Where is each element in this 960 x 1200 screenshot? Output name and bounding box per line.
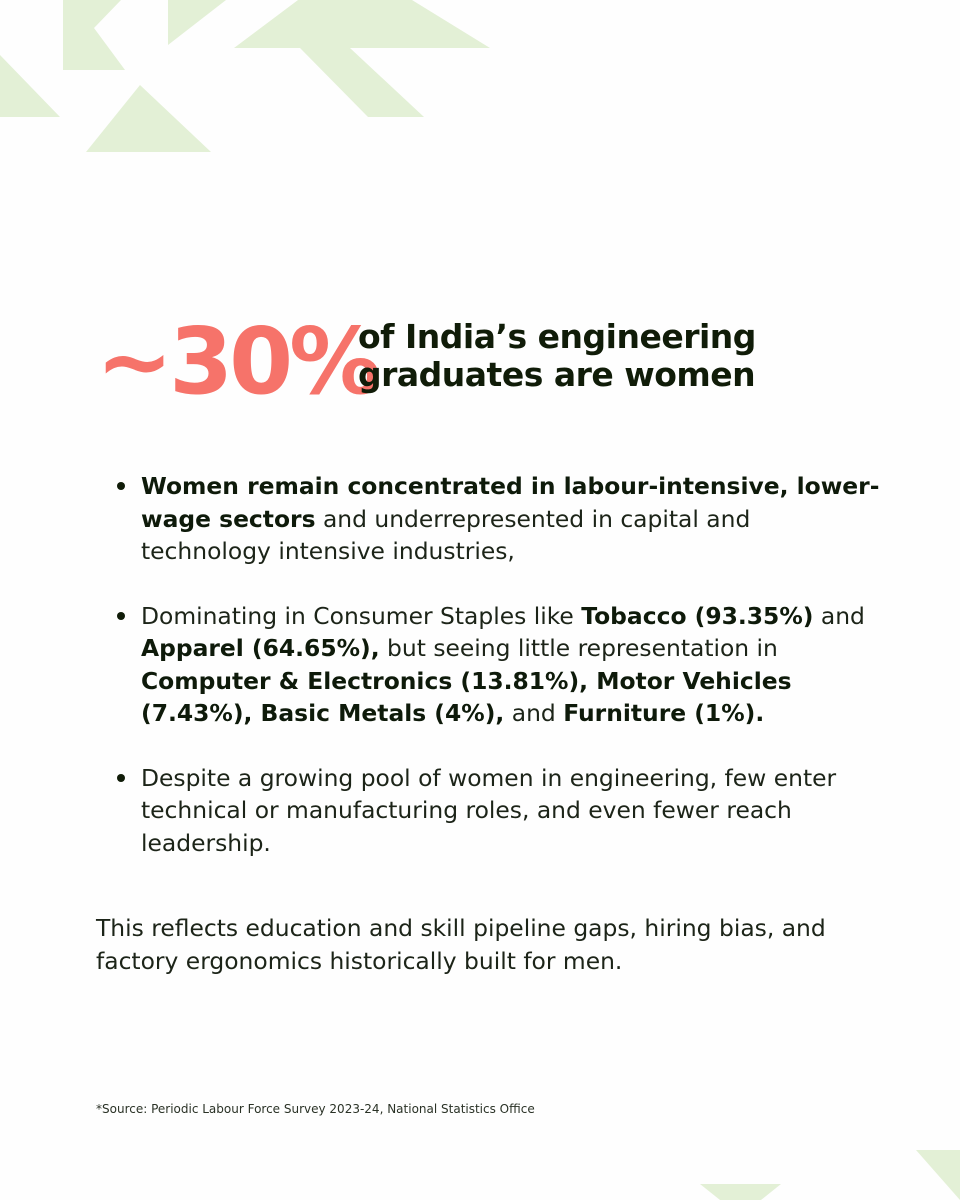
- source-footnote: *Source: Periodic Labour Force Survey 2023-24, National Statistics Office: [96, 1102, 535, 1116]
- bullet-item: [96, 762, 886, 860]
- bullet-item: [96, 600, 886, 730]
- bullet-dot: [117, 612, 125, 620]
- bullet-text: and: [813, 601, 865, 630]
- bullet-text: and: [504, 699, 564, 727]
- bullet-text: but seeing little representation in: [379, 634, 778, 662]
- headline: [96, 308, 896, 415]
- bullet-bold-text: Apparel (64.65%),: [141, 634, 380, 662]
- headline-line-2: graduates are women: [358, 355, 756, 394]
- bullet-bold-text: Women remain concentrated in labour-intensive, lower-wage sectors: [141, 472, 880, 533]
- bullet-dot: [117, 774, 125, 782]
- stat-value: ~30%: [96, 308, 378, 415]
- bullet-list: [96, 470, 886, 891]
- bullet-item: [96, 470, 886, 568]
- bullet-text: Dominating in Consumer Staples like: [141, 601, 582, 630]
- bullet-text: Despite a growing pool of women in engineering, few enter technical or manufacturing roles, and even fewer reach leadership.: [141, 763, 837, 857]
- headline-text: [358, 318, 878, 394]
- bullet-bold-text: Computer & Electronics (13.81%), Motor Vehicles (7.43%), Basic Metals (4%),: [141, 666, 792, 727]
- bullet-text: and underrepresented in capital and technology intensive industries,: [141, 504, 751, 565]
- headline-line-1: of India’s engineering: [358, 317, 756, 356]
- bullet-bold-text: Tobacco (93.35%): [581, 601, 814, 630]
- bullet-dot: [117, 482, 125, 490]
- summary-paragraph: This reflects education and skill pipeline gaps, hiring bias, and factory ergonomics historically built for men.: [96, 914, 826, 975]
- bullet-bold-text: Furniture (1%).: [563, 699, 765, 727]
